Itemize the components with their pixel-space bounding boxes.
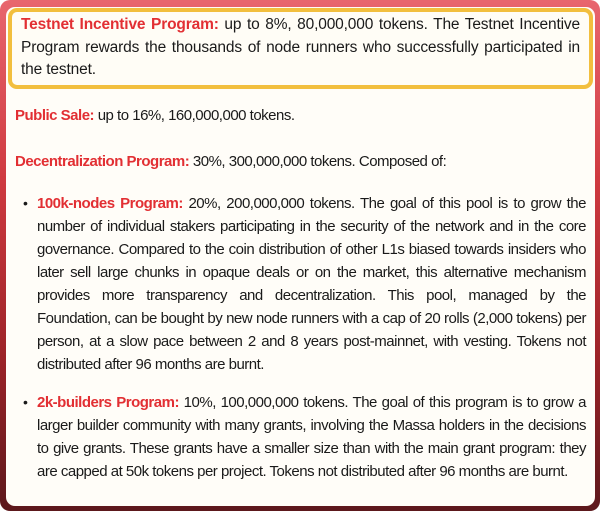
program-list <box>15 192 586 483</box>
paragraph-public-sale <box>15 104 586 127</box>
list-item-2k-builders <box>15 391 586 483</box>
highlight-text: up to 8%, 80,000,000 tokens. The Testnet Incentive Program rewards the thousands of node runners who successfully participated in the testnet. <box>21 16 580 78</box>
nodes-program-label: 100k-nodes Program: <box>37 194 183 212</box>
public-sale-label: Public Sale: <box>15 106 95 124</box>
highlight-label: Testnet Incentive Program: <box>21 16 219 33</box>
bullet-icon: • <box>23 393 28 410</box>
builders-program-label: 2k-builders Program: <box>37 393 179 411</box>
highlight-box <box>8 8 593 89</box>
decentralization-label: Decentralization Program: <box>15 152 190 170</box>
highlight-paragraph <box>21 14 580 82</box>
builders-program-text: 10%, 100,000,000 tokens. The goal of this program is to grow a larger builder community with many grants, involving the Massa holders in the decisions to give grants. These grants have a smaller size than with the main grant program: they are capped at 50k tokens per project. Tokens not distributed after 96 months are burnt. <box>37 393 586 480</box>
paragraph-decentralization <box>15 150 586 173</box>
public-sale-text: up to 16%, 160,000,000 tokens. <box>97 106 295 124</box>
document-content <box>6 7 595 506</box>
decentralization-text: 30%, 300,000,000 tokens. Composed of: <box>192 152 447 170</box>
nodes-program-text: 20%, 200,000,000 tokens. The goal of this pool is to grow the number of individual stakers participating in the security of the network and in the core governance. Compared to the coin distribution of other L1s biased towards insiders who later sell large chunks in opaque deals or on the market, this alternative mechanism provides more transparency and decentralization. This pool, managed by the Foundation, can be bought by new node runners with a cap of 20 rolls (2,000 tokens) per person, at a slow pace between 2 and 8 years post-mainnet, with vesting. Tokens not distributed after 96 months are burnt. <box>37 194 586 373</box>
list-item-100k-nodes <box>15 192 586 376</box>
bullet-icon: • <box>23 194 28 211</box>
